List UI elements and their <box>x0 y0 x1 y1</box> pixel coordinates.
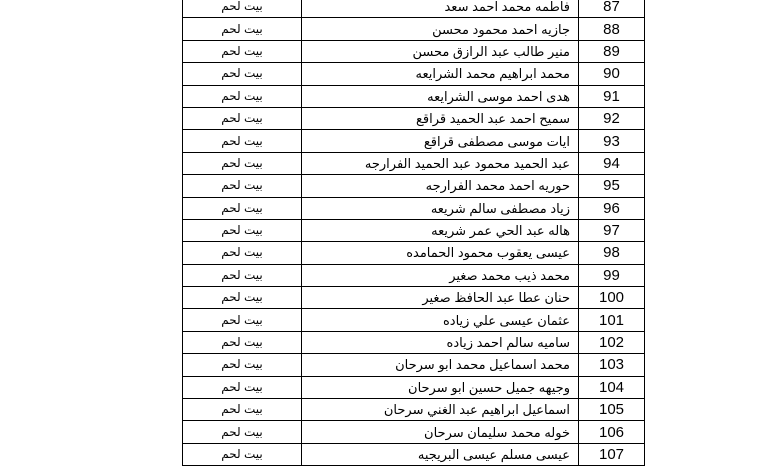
city-cell: بيت لحم <box>183 107 302 129</box>
names-table <box>182 0 645 466</box>
table-row <box>183 287 645 309</box>
city-cell: بيت لحم <box>183 331 302 353</box>
city-cell: بيت لحم <box>183 152 302 174</box>
number-cell: 98 <box>579 242 645 264</box>
table-row <box>183 331 645 353</box>
number-cell: 107 <box>579 443 645 465</box>
table-row <box>183 376 645 398</box>
names-table-container <box>182 0 635 466</box>
table-row <box>183 264 645 286</box>
names-table-body <box>183 0 645 466</box>
city-cell: بيت لحم <box>183 18 302 40</box>
name-cell: حنان عطا عبد الحافظ صغير <box>302 287 579 309</box>
number-cell: 92 <box>579 107 645 129</box>
name-cell: اسماعيل ابراهيم عبد الغني سرحان <box>302 399 579 421</box>
number-cell: 104 <box>579 376 645 398</box>
table-row <box>183 152 645 174</box>
city-cell: بيت لحم <box>183 175 302 197</box>
table-row <box>183 85 645 107</box>
name-cell: فاطمه محمد احمد سعد <box>302 0 579 18</box>
table-row <box>183 107 645 129</box>
name-cell: خوله محمد سليمان سرحان <box>302 421 579 443</box>
name-cell: عيسى مسلم عيسى البريجيه <box>302 443 579 465</box>
table-row <box>183 197 645 219</box>
city-cell: بيت لحم <box>183 443 302 465</box>
name-cell: منير طالب عبد الرازق محسن <box>302 40 579 62</box>
number-cell: 105 <box>579 399 645 421</box>
table-row <box>183 18 645 40</box>
city-cell: بيت لحم <box>183 309 302 331</box>
city-cell: بيت لحم <box>183 242 302 264</box>
name-cell: محمد اسماعيل محمد ابو سرحان <box>302 354 579 376</box>
number-cell: 95 <box>579 175 645 197</box>
number-cell: 89 <box>579 40 645 62</box>
table-row <box>183 175 645 197</box>
city-cell: بيت لحم <box>183 421 302 443</box>
number-cell: 91 <box>579 85 645 107</box>
city-cell: بيت لحم <box>183 130 302 152</box>
name-cell: محمد ذيب محمد صغير <box>302 264 579 286</box>
number-cell: 100 <box>579 287 645 309</box>
name-cell: عثمان عيسى علي زياده <box>302 309 579 331</box>
name-cell: جازيه احمد محمود محسن <box>302 18 579 40</box>
name-cell: حوريه احمد محمد الفرارجه <box>302 175 579 197</box>
table-row <box>183 219 645 241</box>
table-row <box>183 40 645 62</box>
number-cell: 106 <box>579 421 645 443</box>
table-row <box>183 63 645 85</box>
name-cell: محمد ابراهيم محمد الشرايعه <box>302 63 579 85</box>
name-cell: وجيهه جميل حسين ابو سرحان <box>302 376 579 398</box>
name-cell: عبد الحميد محمود عبد الحميد الفرارجه <box>302 152 579 174</box>
city-cell: بيت لحم <box>183 63 302 85</box>
city-cell: بيت لحم <box>183 197 302 219</box>
table-row <box>183 0 645 18</box>
name-cell: هدى احمد موسى الشرايعه <box>302 85 579 107</box>
number-cell: 97 <box>579 219 645 241</box>
table-row <box>183 242 645 264</box>
name-cell: ايات موسى مصطفى قراقع <box>302 130 579 152</box>
number-cell: 102 <box>579 331 645 353</box>
city-cell: بيت لحم <box>183 287 302 309</box>
table-row <box>183 309 645 331</box>
number-cell: 99 <box>579 264 645 286</box>
table-row <box>183 354 645 376</box>
number-cell: 94 <box>579 152 645 174</box>
number-cell: 103 <box>579 354 645 376</box>
number-cell: 101 <box>579 309 645 331</box>
name-cell: زياد مصطفى سالم شريعه <box>302 197 579 219</box>
table-row <box>183 130 645 152</box>
table-row <box>183 421 645 443</box>
table-row <box>183 399 645 421</box>
number-cell: 90 <box>579 63 645 85</box>
city-cell: بيت لحم <box>183 264 302 286</box>
number-cell: 96 <box>579 197 645 219</box>
city-cell: بيت لحم <box>183 219 302 241</box>
name-cell: عيسى يعقوب محمود الحمامده <box>302 242 579 264</box>
city-cell: بيت لحم <box>183 399 302 421</box>
number-cell: 88 <box>579 18 645 40</box>
city-cell: بيت لحم <box>183 376 302 398</box>
name-cell: هاله عبد الحي عمر شريعه <box>302 219 579 241</box>
name-cell: سميح احمد عبد الحميد قراقع <box>302 107 579 129</box>
name-cell: ساميه سالم احمد زياده <box>302 331 579 353</box>
city-cell: بيت لحم <box>183 40 302 62</box>
number-cell: 93 <box>579 130 645 152</box>
number-cell: 87 <box>579 0 645 18</box>
city-cell: بيت لحم <box>183 354 302 376</box>
city-cell: بيت لحم <box>183 0 302 18</box>
city-cell: بيت لحم <box>183 85 302 107</box>
table-row <box>183 443 645 465</box>
